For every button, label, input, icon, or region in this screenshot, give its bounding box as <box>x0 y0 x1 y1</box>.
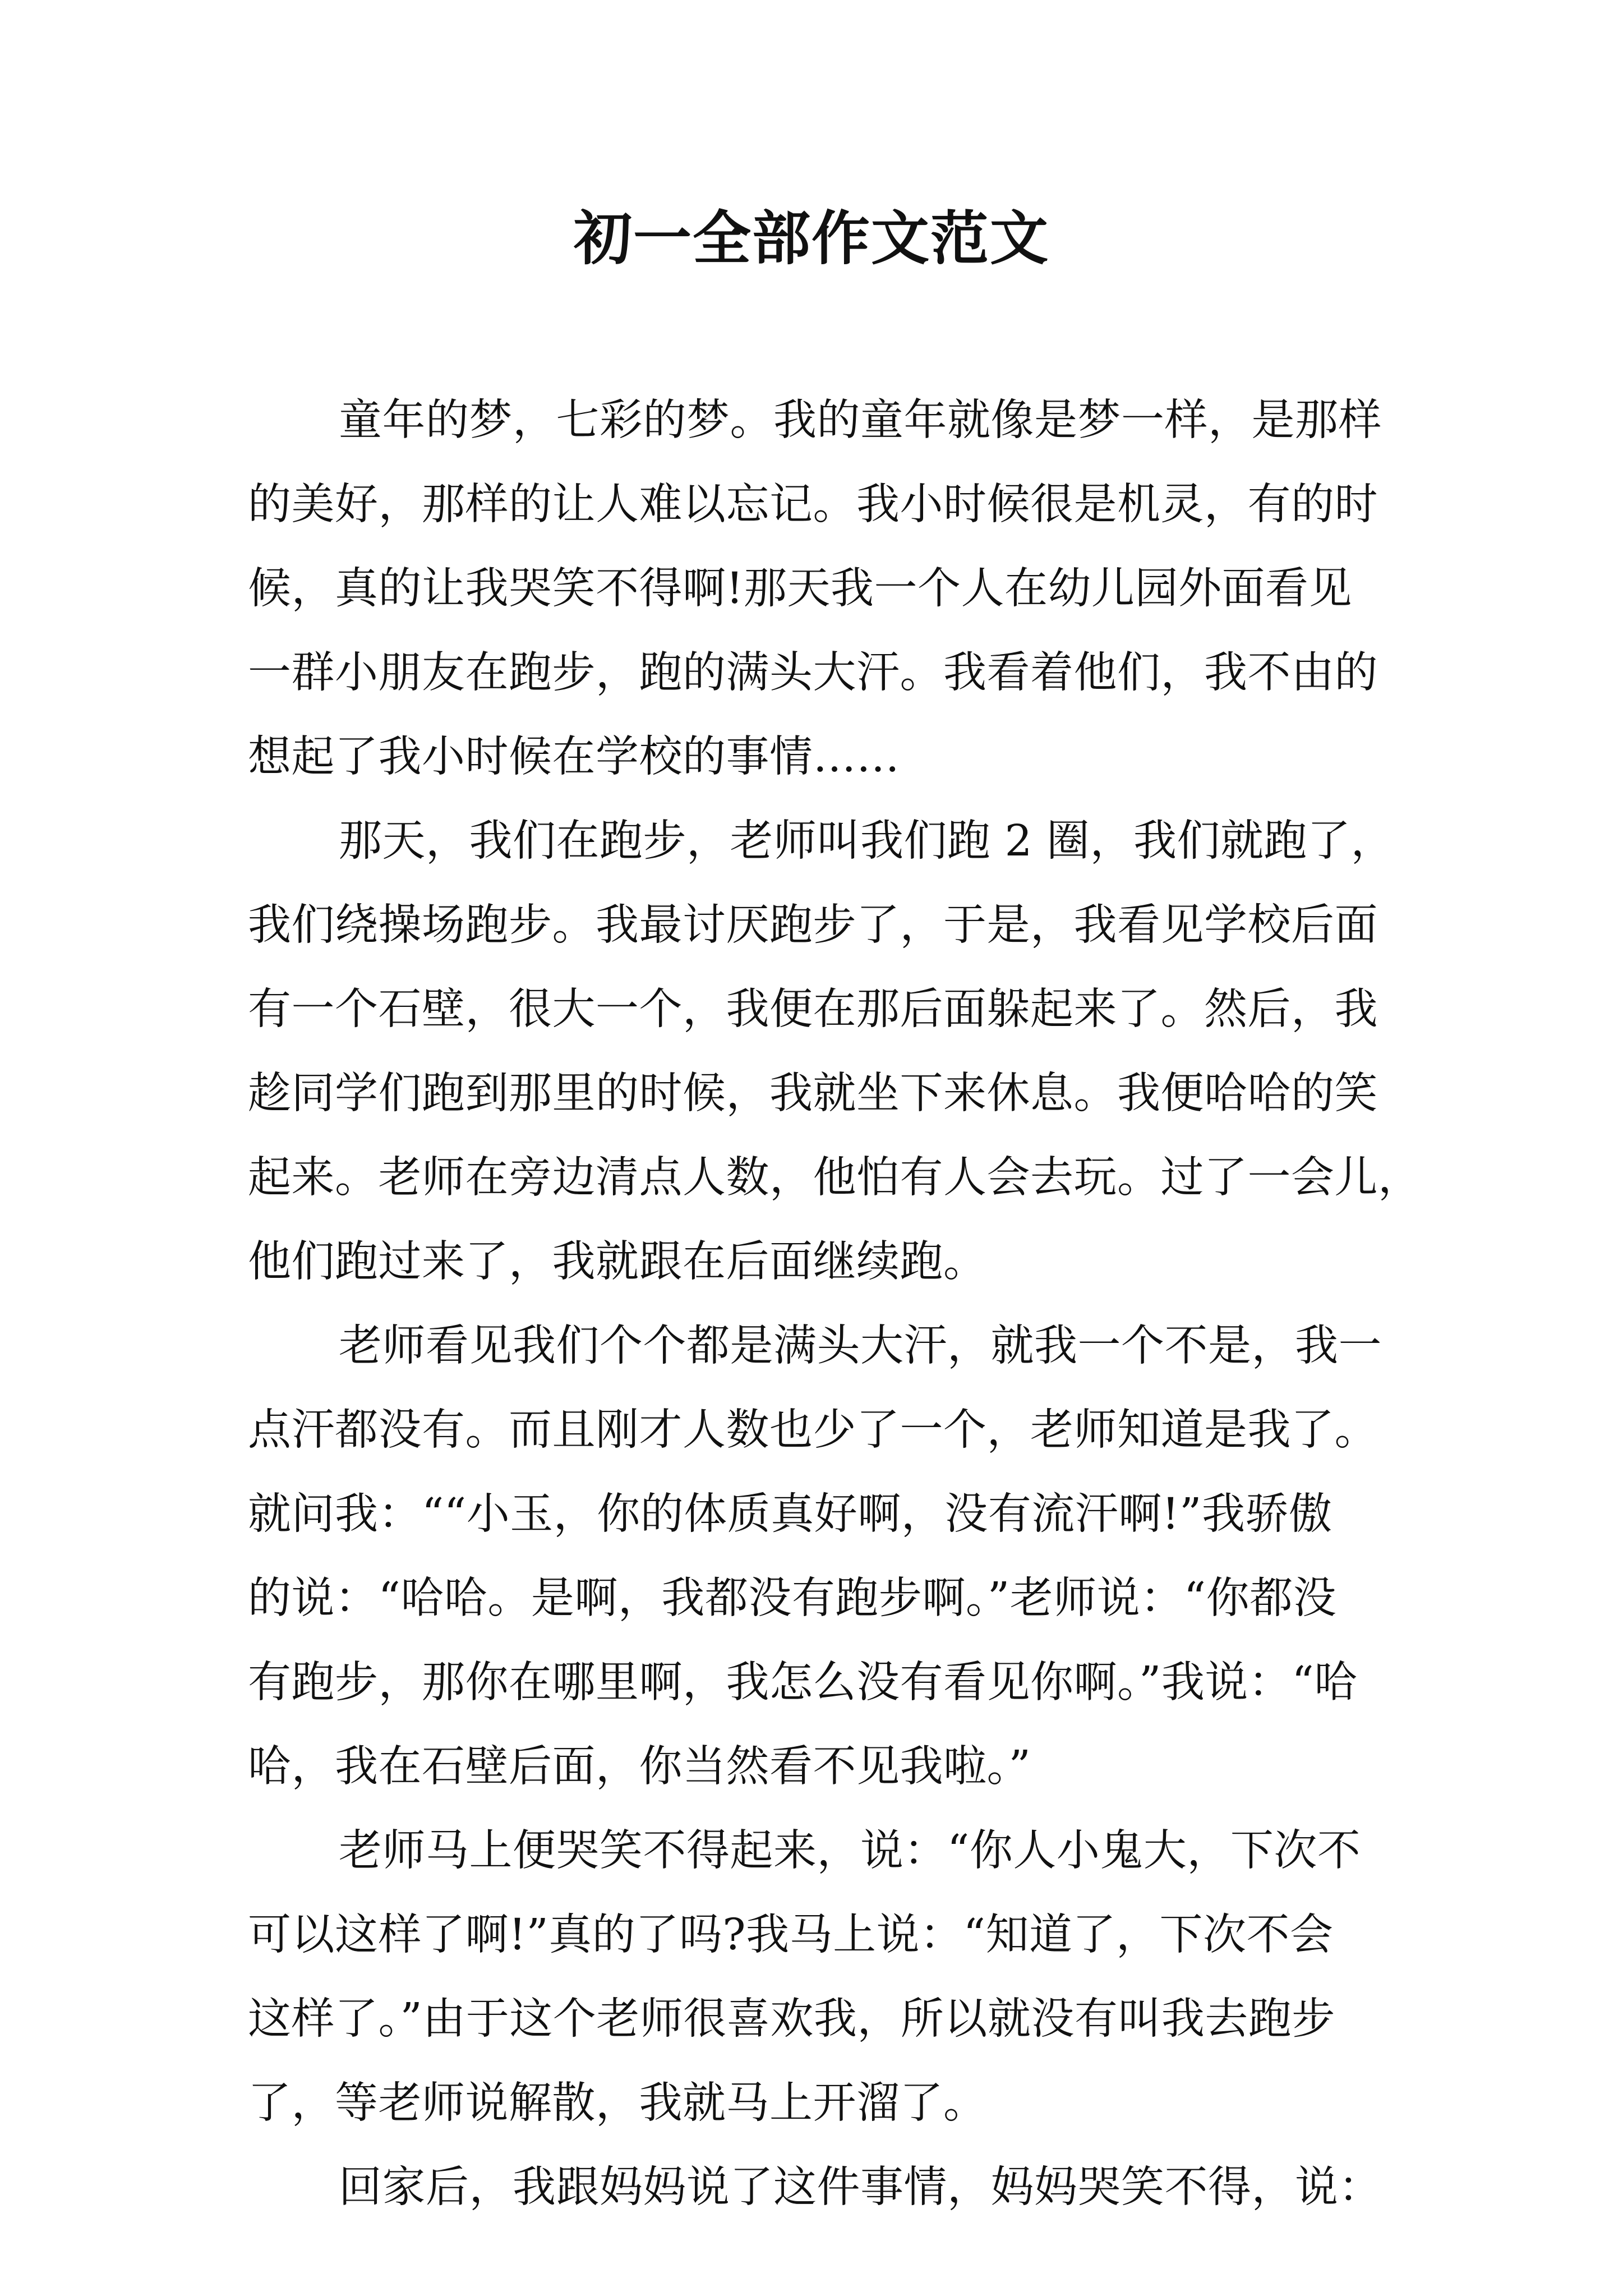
text-line: 童年的梦，七彩的梦。我的童年就像是梦一样，是那样 <box>339 395 1382 445</box>
text-line: 老师马上便哭笑不得起来，说：“你人小鬼大，下次不 <box>339 1826 1361 1876</box>
text-line: 的美好，那样的让人难以忘记。我小时候很是机灵，有的时 <box>248 480 1378 530</box>
text-line: 回家后，我跟妈妈说了这件事情，妈妈哭笑不得，说： <box>339 2162 1382 2212</box>
text-line: 就问我：““小玉，你的体质真好啊，没有流汗啊!”我骄傲 <box>248 1489 1332 1539</box>
text-line: 可以这样了啊!”真的了吗?我马上说：“知道了，下次不会 <box>248 1910 1334 1960</box>
text-line: 老师看见我们个个都是满头大汗，就我一个不是，我一 <box>339 1321 1382 1371</box>
text-line: 点汗都没有。而且刚才人数也少了一个，老师知道是我了。 <box>248 1405 1378 1455</box>
document-title: 初一全部作文范文 <box>573 204 1049 273</box>
text-line: 他们跑过来了，我就跟在后面继续跑。 <box>248 1237 987 1287</box>
text-line: 有一个石壁，很大一个，我便在那后面躲起来了。然后，我 <box>248 984 1378 1034</box>
text-line: 这样了。”由于这个老师很喜欢我，所以就没有叫我去跑步 <box>248 1994 1335 2044</box>
text-line: 想起了我小时候在学校的事情…… <box>248 732 900 782</box>
document-body <box>248 379 1422 2230</box>
text-line: 我们绕操场跑步。我最讨厌跑步了，于是，我看见学校后面 <box>248 900 1378 950</box>
text-line: 一群小朋友在跑步，跑的满头大汗。我看着他们，我不由的 <box>248 648 1378 698</box>
text-line: 起来。老师在旁边清点人数，他怕有人会去玩。过了一会儿， <box>248 1153 1422 1203</box>
text-line: 了，等老师说解散，我就马上开溜了。 <box>248 2078 987 2128</box>
text-line: 哈，我在石壁后面，你当然看不见我啦。” <box>248 1742 1031 1792</box>
text-line: 趁同学们跑到那里的时候，我就坐下来休息。我便哈哈的笑 <box>248 1069 1378 1119</box>
text-line: 有跑步，那你在哪里啊，我怎么没有看见你啊。”我说：“哈 <box>248 1658 1358 1708</box>
text-line: 候，真的让我哭笑不得啊!那天我一个人在幼儿园外面看见 <box>248 564 1352 614</box>
text-line: 那天，我们在跑步，老师叫我们跑 2 圈，我们就跑了， <box>339 816 1394 866</box>
text-line: 的说：“哈哈。是啊，我都没有跑步啊。”老师说：“你都没 <box>248 1573 1337 1623</box>
